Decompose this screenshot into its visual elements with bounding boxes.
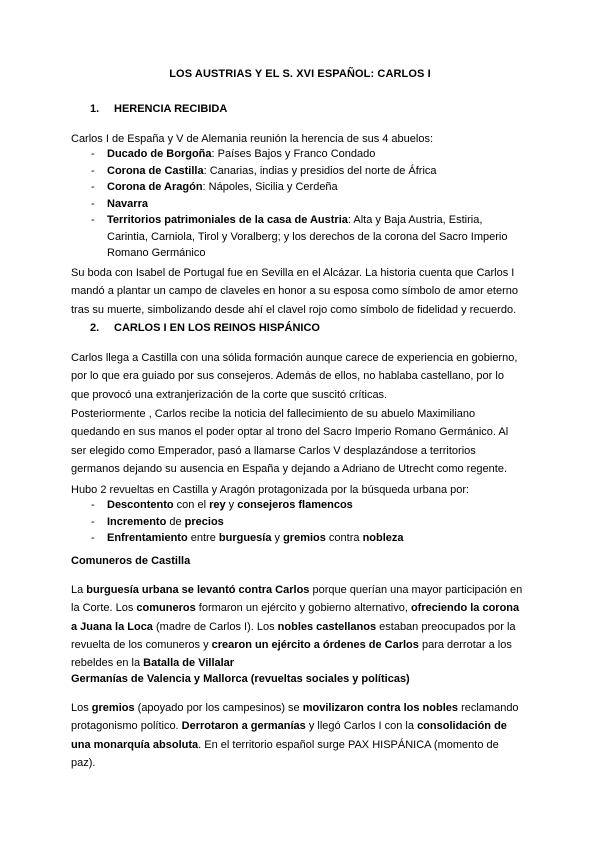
subheading-comuneros: Comuneros de Castilla <box>71 555 191 567</box>
paragraph-emperador <box>71 405 533 478</box>
text-line: por lo que era guiado por sus consejeros. Además de ellos, no hablaba castellano, por lo <box>71 370 504 383</box>
section-title: HERENCIA RECIBIDA <box>114 103 228 115</box>
text-line: germanos dejando su ausencia en España y dejando a Adriano de Utrecht como regente. <box>71 462 508 475</box>
text-line: protagonismo político. Derrotaron a germanías y llegó Carlos I con la consolidación de <box>71 720 507 733</box>
text-line: revuelta de los comuneros y crearon un ejército a órdenes de Carlos para derrotar a los <box>71 638 512 651</box>
paragraph-germanias <box>71 699 533 772</box>
revueltas-list <box>71 497 404 547</box>
text-line: rebeldes en la Batalla de Villalar <box>71 657 235 670</box>
herencia-list <box>71 146 507 262</box>
section-heading-herencia <box>90 103 227 115</box>
text-line: Su boda con Isabel de Portugal fue en Sevilla en el Alcázar. La historia cuenta que Carlos I <box>71 267 515 279</box>
section-heading-reinos <box>90 322 320 334</box>
text-line: quedando en sus manos el poder optar al trono del Sacro Imperio Romano Germánico. Al <box>71 426 509 439</box>
section-title: CARLOS I EN LOS REINOS HISPÁNICO <box>114 322 320 334</box>
list-item: - Corona de Castilla: Canarias, indias y presidios del norte de África <box>71 163 507 180</box>
list-item: - Incremento de precios <box>71 514 404 531</box>
text-line: paz). <box>71 756 96 769</box>
section-number: 2. <box>90 322 100 334</box>
list-item: - Corona de Aragón: Nápoles, Sicilia y Cerdeña <box>71 179 507 196</box>
subheading-germanias: Germanías de Valencia y Mallorca (revueltas sociales y políticas) <box>71 673 410 685</box>
document-title: LOS AUSTRIAS Y EL S. XVI ESPAÑOL: CARLOS I <box>169 68 431 80</box>
text-line: a Juana la Loca (madre de Carlos I). Los nobles castellanos estaban preocupados por la <box>71 620 516 633</box>
text-line: Hubo 2 revueltas en Castilla y Aragón protagonizada por la búsqueda urbana por: <box>71 484 470 496</box>
text-line: tras su muerte, simbolizando desde ahí el clavel rojo como símbolo de fidelidad y recuerdo. <box>71 303 517 316</box>
list-item: - Ducado de Borgoña: Países Bajos y Franco Condado <box>71 146 507 163</box>
list-item: - Enfrentamiento entre burguesía y gremios contra nobleza <box>71 530 404 547</box>
text-line: Posteriormente , Carlos recibe la noticia del fallecimiento de su abuelo Maximiliano <box>71 408 476 420</box>
list-item: - Territorios patrimoniales de la casa de Austria: Alta y Baja Austria, Estiria, Carintia, Carniola, Tirol y Voralberg; y los derechos de la corona del Sacro Imperio Romano Germánico <box>71 212 507 262</box>
paragraph-formacion <box>71 349 533 404</box>
text-line: que provocó una extranjerización de la corte que suscitó críticas. <box>71 388 388 401</box>
list-item: - Navarra <box>71 196 507 213</box>
paragraph-comuneros <box>71 581 533 672</box>
text-line: mandó a plantar un campo de claveles en honor a su esposa como símbolo de amor eterno <box>71 285 518 298</box>
section-number: 1. <box>90 103 100 115</box>
text-line: la Corte. Los comuneros formaron un ejército y gobierno alternativo, ofreciendo la corona <box>71 602 520 615</box>
text-line: Los gremios (apoyado por los campesinos) se movilizaron contra los nobles reclamando <box>71 702 519 714</box>
text-line: una monarquía absoluta. En el territorio español surge PAX HISPÁNICA (momento de <box>71 738 499 751</box>
paragraph-boda <box>71 264 533 319</box>
text-line: Carlos I de España y V de Alemania reunión la herencia de sus 4 abuelos: <box>71 133 434 145</box>
text-line: Carlos llega a Castilla con una sólida formación aunque carece de experiencia en gobierno, <box>71 352 518 364</box>
text-line: La burguesía urbana se levantó contra Carlos porque querían una mayor participación en <box>71 584 523 596</box>
text-line: ser elegido como Emperador, pasó a llamarse Carlos V desplazándose a territorios <box>71 444 476 457</box>
list-item: - Descontento con el rey y consejeros flamencos <box>71 497 404 514</box>
